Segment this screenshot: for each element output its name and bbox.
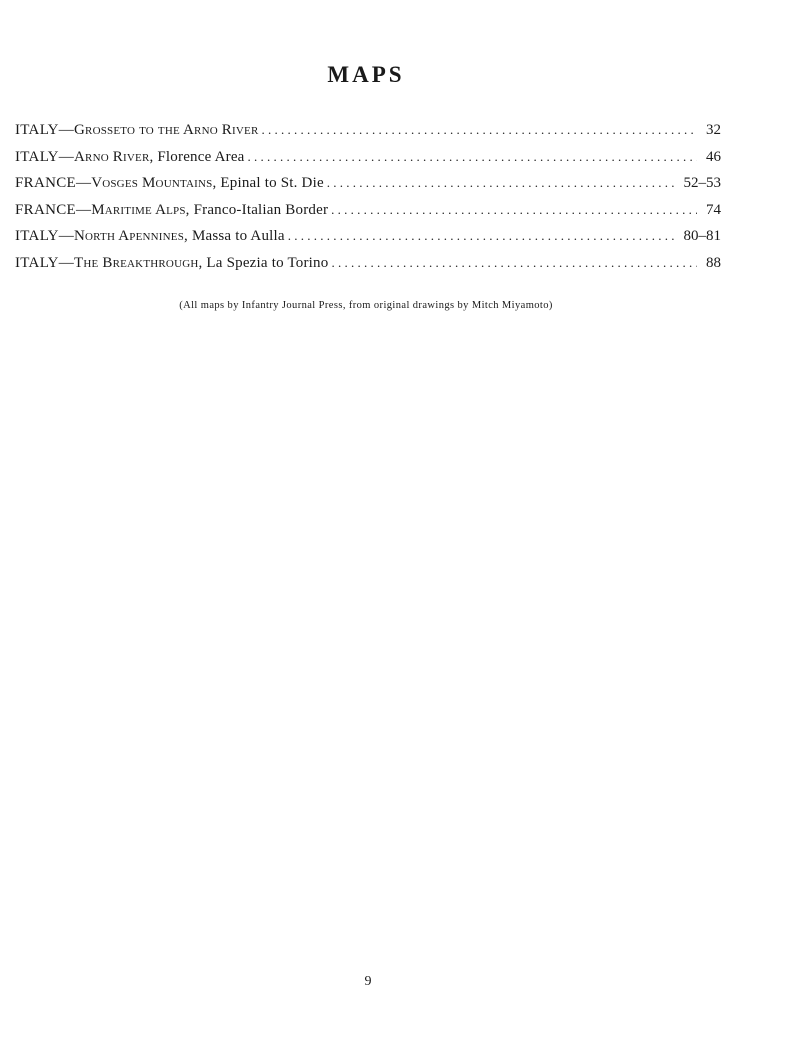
entry-title: [15, 149, 245, 166]
entry-subject: Arno River,: [74, 148, 154, 165]
entry-page-number: 74: [706, 201, 721, 218]
entry-subject: Vosges Mountains,: [91, 175, 217, 191]
entry-title: [15, 228, 285, 245]
maps-list: [15, 122, 721, 281]
dot-leader: [248, 149, 697, 165]
entry-region: ITALY: [15, 122, 59, 138]
entry-page-number: 52–53: [683, 175, 721, 191]
entry-page-number: 32: [706, 122, 721, 138]
entry-separator: —: [75, 201, 92, 218]
entry-region: ITALY: [15, 254, 59, 271]
list-item: [15, 149, 721, 176]
entry-subject: Maritime Alps,: [91, 201, 190, 218]
entry-separator: —: [58, 254, 74, 271]
dot-leader: [331, 255, 697, 271]
entry-page-number: 88: [706, 254, 721, 271]
entry-separator: —: [58, 228, 74, 244]
list-item: [15, 122, 721, 149]
entry-page-number: 80–81: [683, 228, 721, 244]
entry-title: [15, 122, 258, 139]
entry-detail: Franco-Italian Border: [193, 201, 329, 218]
list-item: [15, 175, 721, 202]
entry-title: [15, 255, 328, 272]
list-item: [15, 202, 721, 229]
entry-region: FRANCE: [15, 201, 76, 218]
entry-detail: La Spezia to Torino: [206, 254, 329, 271]
entry-separator: —: [58, 148, 74, 165]
entry-subject: Grosseto to the Arno River: [74, 122, 259, 138]
dot-leader: [288, 228, 678, 244]
page-title: MAPS: [327, 62, 405, 87]
dot-leader: [327, 175, 678, 191]
entry-subject: North Apennines,: [74, 228, 188, 244]
entry-title: [15, 202, 328, 219]
entry-detail: Florence Area: [157, 148, 245, 165]
entry-separator: —: [58, 122, 74, 138]
entry-title: [15, 175, 324, 192]
list-item: [15, 228, 721, 255]
entry-separator: —: [75, 175, 92, 191]
entry-region: FRANCE: [15, 175, 76, 191]
entry-subject: The Breakthrough,: [74, 254, 203, 271]
entry-region: ITALY: [15, 228, 59, 244]
entry-page-number: 46: [706, 148, 721, 165]
entry-detail: Epinal to St. Die: [220, 175, 324, 191]
entry-region: ITALY: [15, 148, 59, 165]
dot-leader: [331, 202, 697, 218]
entry-detail: Massa to Aulla: [191, 228, 285, 244]
dot-leader: [261, 122, 697, 138]
list-item: [15, 255, 721, 282]
page-number: 9: [364, 974, 372, 989]
credits-note: (All maps by Infantry Journal Press, from original drawings by Mitch Miyamoto): [179, 300, 553, 311]
